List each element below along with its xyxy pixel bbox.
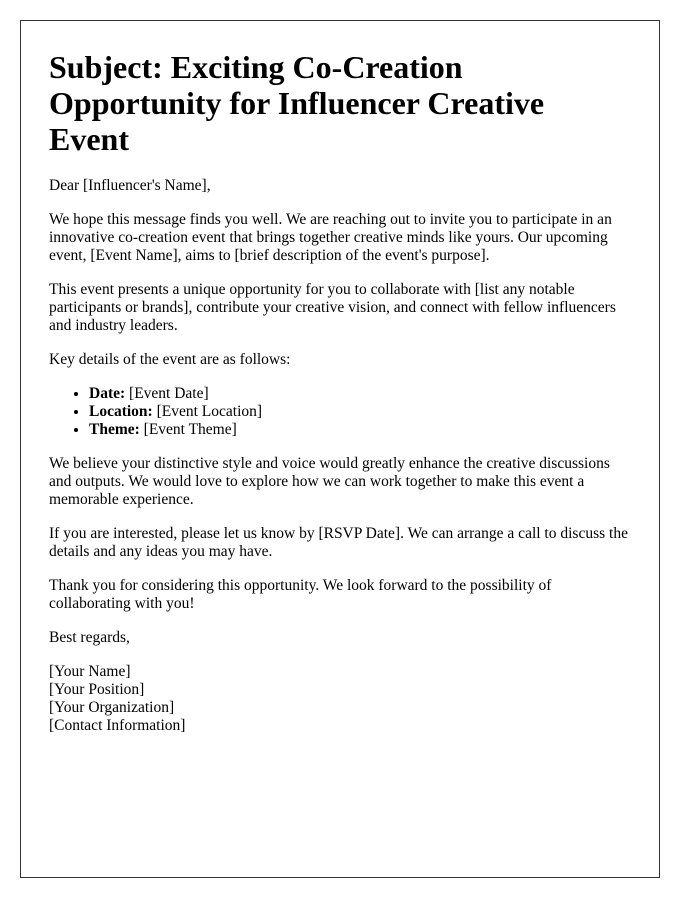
detail-value-date: [Event Date]: [125, 385, 209, 402]
detail-item-date: [89, 385, 631, 403]
signature-position: [Your Position]: [49, 681, 145, 698]
detail-label-location: Location:: [89, 403, 153, 420]
rsvp-paragraph: If you are interested, please let us know by [RSVP Date]. We can arrange a call to discuss the details and any ideas you may have.: [49, 525, 628, 560]
style-paragraph: We believe your distinctive style and voice would greatly enhance the creative discussions and outputs. We would love to explore how we can work together to make this event a memorable experience.: [49, 455, 610, 508]
intro-paragraph: We hope this message finds you well. We are reaching out to invite you to participate in an innovative co-creation event that brings together creative minds like yours. Our upcoming event, [Event Name], aims to [brief description of the event's purpose].: [49, 211, 612, 264]
greeting: Dear [Influencer's Name],: [49, 177, 211, 194]
detail-label-date: Date:: [89, 385, 126, 402]
detail-label-theme: Theme:: [89, 421, 140, 438]
opportunity-paragraph: This event presents a unique opportunity for you to collaborate with [list any notable participants or brands], contribute your creative vision, and connect with fellow influencers and industry leaders.: [49, 281, 616, 334]
event-details-list: [49, 385, 631, 439]
letter-page: [20, 20, 660, 878]
thanks-paragraph: Thank you for considering this opportunity. We look forward to the possibility of collaborating with you!: [49, 577, 552, 612]
detail-value-theme: [Event Theme]: [139, 421, 237, 438]
closing: Best regards,: [49, 629, 130, 646]
detail-item-theme: [89, 421, 631, 439]
signature-organization: [Your Organization]: [49, 699, 175, 716]
signature-block: [49, 663, 631, 735]
details-intro: Key details of the event are as follows:: [49, 351, 291, 368]
subject-heading: Subject: Exciting Co-Creation Opportunity for Influencer Creative Event: [49, 49, 545, 157]
detail-item-location: [89, 403, 631, 421]
detail-value-location: [Event Location]: [152, 403, 263, 420]
signature-contact: [Contact Information]: [49, 717, 186, 734]
signature-name: [Your Name]: [49, 663, 131, 680]
